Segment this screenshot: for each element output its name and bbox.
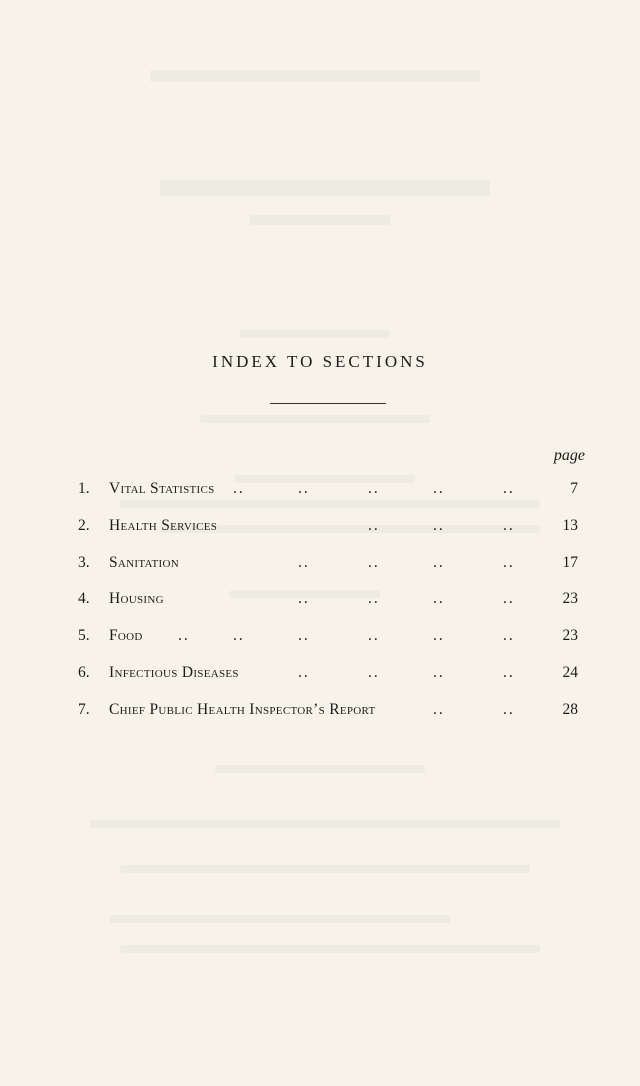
page-column-heading: page xyxy=(553,447,585,464)
section-page-number: 13 xyxy=(562,516,578,534)
section-page-number: 24 xyxy=(562,663,578,681)
entry-leader: .. xyxy=(178,627,190,645)
section-entry-food xyxy=(78,627,578,664)
dot-leader: .. .. .. .. .. .. xyxy=(178,627,515,645)
section-page-number: 28 xyxy=(562,700,578,718)
section-number: 6. xyxy=(78,663,90,681)
section-list xyxy=(78,480,578,738)
dot-leader: .. .. .. .. xyxy=(298,590,515,608)
section-entry-sanitation xyxy=(78,554,578,591)
section-entry-housing xyxy=(78,590,578,627)
index-title: INDEX TO SECTIONS xyxy=(212,352,428,371)
dot-leader: .. .. .. .. .. xyxy=(233,480,515,497)
section-label: Infectious Diseases xyxy=(109,663,239,681)
section-entry-infectious-diseases xyxy=(78,664,578,701)
section-number: 4. xyxy=(78,590,90,608)
section-entry-chief-public-health-inspectors-report xyxy=(78,701,578,738)
dot-leader: .. .. .. .. xyxy=(298,553,515,571)
section-page-number: 23 xyxy=(562,627,578,645)
section-label: Housing xyxy=(109,590,164,608)
section-page-number: 23 xyxy=(562,590,578,608)
section-label: Sanitation xyxy=(109,553,180,571)
section-entry-vital-statistics xyxy=(78,480,578,517)
section-entry-health-services xyxy=(78,517,578,554)
section-number: 2. xyxy=(78,516,90,534)
section-number: 5. xyxy=(78,627,90,645)
title-divider xyxy=(270,403,386,404)
dot-leader: .. .. .. .. xyxy=(298,663,515,681)
section-number: 3. xyxy=(78,553,90,571)
section-number: 7. xyxy=(78,700,90,718)
entry-leader: .. xyxy=(433,700,445,718)
entry-leader: .. xyxy=(233,480,245,497)
dot-leader: .. .. xyxy=(433,700,515,718)
section-page-number: 7 xyxy=(570,480,578,497)
dot-leader: .. .. .. xyxy=(368,516,515,534)
section-label: Food xyxy=(109,627,143,645)
section-number: 1. xyxy=(78,480,90,497)
section-label: Vital Statistics xyxy=(109,480,215,497)
section-label: Chief Public Health Inspector’s Report xyxy=(109,700,376,718)
section-label: Health Services xyxy=(109,516,218,534)
section-page-number: 17 xyxy=(562,553,578,571)
